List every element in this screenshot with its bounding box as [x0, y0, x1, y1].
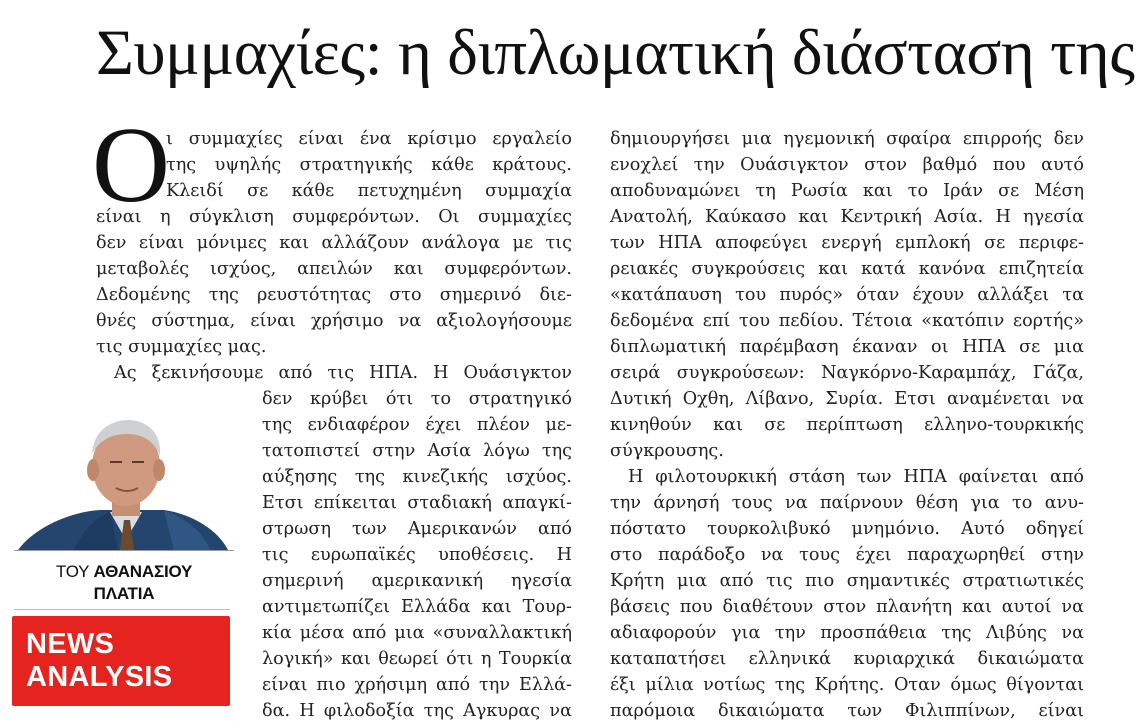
text-line: της ενδιαφέρον έχει πλέον με- [262, 415, 572, 435]
drop-cap: Ο [92, 106, 170, 225]
text-line: των ΗΠΑ αποφεύγει ενεργή εμπλοκή σε περιφε- [610, 233, 1084, 253]
text-line: μεταβολές ισχύος, απειλών και συμφερόντων. [96, 259, 572, 279]
text-line: λογική» και θεωρεί ότι η Τουρκία [262, 649, 572, 669]
text-line: είναι η σύγκλιση συμφερόντων. Οι συμμαχίες [96, 207, 572, 227]
text-line: δα. Η φιλοδοξία της Αγκυρας να [262, 701, 572, 721]
text-line: πόστατο τουρκολιβυκό μνημόνιο. Αυτό οδηγεί [610, 519, 1084, 539]
text-line: καταπατήσει ελληνικά κυριαρχικά δικαιώματα [610, 649, 1084, 669]
headline: Συμμαχίες: η διπλωματική διάσταση της [96, 17, 1135, 89]
text-line: της υψηλής στρατηγικής κάθε κράτους. [166, 155, 572, 175]
text-line: την άρνησή τους να παίρνουν θέση για το ανυ- [610, 493, 1084, 513]
text-line: αύξησης της κινεζικής ισχύος. [262, 467, 572, 487]
text-line: έξι μίλια νοτίως της Κρήτης. Οταν όμως θίγονται [610, 675, 1084, 695]
text-line: είναι πιο χρήσιμη από την Ελλά- [262, 675, 572, 695]
text-line: Κρήτη μια από τις πιο σημαντικές στρατιωτικές [610, 571, 1084, 591]
text-line: σημερινή αμερικανική ηγεσία [262, 571, 572, 591]
author-last-name: ΠΛΑΤΙΑ [93, 584, 155, 603]
text-line: διπλωματική παρέμβαση έκαναν οι ΗΠΑ σε μια [610, 337, 1084, 357]
text-line: στο παράδοξο να τους έχει παραχωρηθεί στην [610, 545, 1084, 565]
text-line: αποδυναμώνει τη Ρωσία και το Ιράν σε Μέση [610, 181, 1084, 201]
news-analysis-badge [12, 616, 230, 706]
badge-text-news: NEWS [26, 628, 115, 660]
text-line: «κατάπαυση του πυρός» όταν έχουν αλλάξει τα [610, 285, 1084, 305]
author-photo [14, 408, 234, 551]
text-line: Η φιλοτουρκική στάση των ΗΠΑ φαίνεται από [628, 467, 1084, 487]
text-line: τις ευρωπαϊκές υποθέσεις. Η [262, 545, 572, 565]
text-line: παρόμοια δικαιώματα των Φιλιππίνων, είναι [610, 701, 1084, 721]
text-line: Ετσι επίκειται σταδιακή απαγκί- [262, 493, 572, 513]
text-line: βάσεις που διαθέτουν στον πλανήτη και αυτοί να [610, 597, 1084, 617]
text-line: Δυτική Οχθη, Λίβανο, Συρία. Ετσι αναμένεται να [610, 389, 1084, 409]
text-line: Κλειδί σε κάθε πετυχημένη συμμαχία [166, 181, 572, 201]
text-line: αντιμετωπίζει Ελλάδα και Τουρ- [262, 597, 572, 617]
text-line: κινηθούν και σε περίπτωση ελληνο-τουρκικής [610, 415, 1084, 435]
text-line: τις συμμαχίες μας. [96, 337, 267, 357]
text-line: στρωση των Αμερικανών από [262, 519, 572, 539]
byline-divider [14, 609, 230, 610]
text-line: θνές σύστημα, είναι χρήσιμο να αξιολογήσουμε [96, 311, 572, 331]
text-line: σύγκρουσης. [610, 441, 724, 461]
text-line: αδιαφορούν για την προσπάθεια της Λιβύης να [610, 623, 1084, 643]
author-portrait-image [14, 408, 234, 550]
text-line: Ανατολή, Καύκασο και Κεντρική Ασία. Η ηγεσία [610, 207, 1084, 227]
text-line: δεν είναι μόνιμες και αλλάζουν ανάλογα με τις [96, 233, 572, 253]
text-line: δεδομένα επί του πεδίου. Τέτοια «κατόπιν εορτής» [610, 311, 1084, 331]
text-line: δεν κρύβει ότι το στρατηγικό [262, 389, 572, 409]
author-first-name: ΑΘΑΝΑΣΙΟΥ [93, 562, 193, 581]
text-line: ι συμμαχίες είναι ένα κρίσιμο εργαλείο [166, 129, 572, 149]
text-line: τατοπιστεί στην Ασία λόγω της [262, 441, 572, 461]
text-line: Δεδομένης της ρευστότητας στο σημερινό διε- [96, 285, 572, 305]
text-line: ρειακές συγκρούσεις και κατά κανόνα επιζητεία [610, 259, 1084, 279]
badge-text-analysis: ANALYSIS [26, 661, 173, 693]
text-line: ενοχλεί την Ουάσιγκτον στον βαθμό που αυτό [610, 155, 1084, 175]
text-line: κία μέσα από μια «συναλλακτική [262, 623, 572, 643]
text-line: δημιουργήσει μια ηγεμονική σφαίρα επιρροής δεν [610, 129, 1084, 149]
text-line: Ας ξεκινήσουμε από τις ΗΠΑ. Η Ουάσιγκτον [114, 363, 572, 383]
author-prefix: ΤΟΥ [55, 562, 94, 581]
author-byline [14, 561, 234, 605]
text-line: σειρά συγκρούσεων: Ναγκόρνο-Καραμπάχ, Γάζα, [610, 363, 1084, 383]
